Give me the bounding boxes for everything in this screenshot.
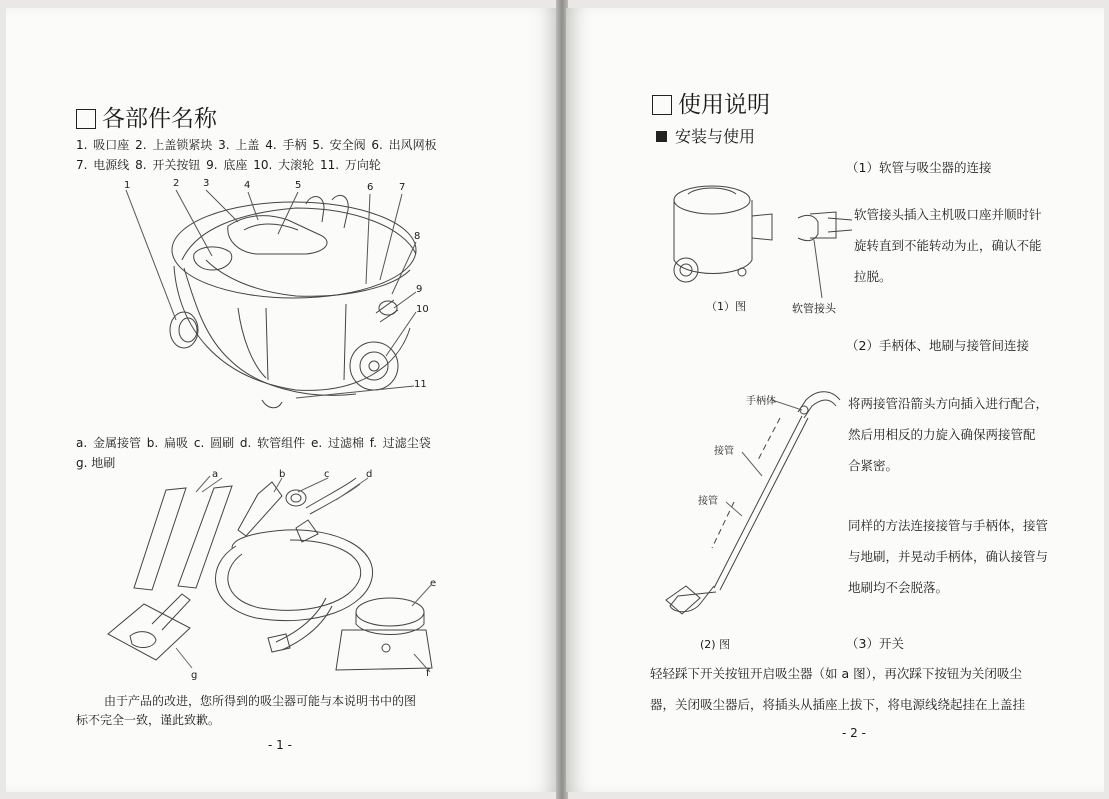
tube-label-1: 接管 [714, 446, 734, 457]
step-1-text: 软管接头插入主机吸口座并顺时针 旋转直到不能转动为止，确认不能 拉脱。 [854, 207, 1042, 284]
parts-list-line-1: 1. 吸口座 2. 上盖锁紧块 3. 上盖 4. 手柄 5. 安全阀 6. 出风网板 [76, 138, 437, 152]
callout-e: e [430, 578, 437, 589]
filter-sponge-drawing [356, 584, 432, 635]
figure-2-caption: (2) 图 [700, 638, 731, 651]
callout-11: 11 [414, 379, 427, 390]
callout-a: a [212, 469, 219, 480]
callout-7: 7 [399, 182, 406, 193]
page-number-right: - 2 - [842, 726, 866, 740]
step-1-title: （1）软管与吸尘器的连接 [846, 160, 992, 175]
step-2-text-b: 同样的方法连接接管与手柄体，接管 与地刷，并晃动手柄体，确认接管与 地刷均不会脱落。 [848, 518, 1049, 595]
usage-title: 使用说明 [652, 86, 770, 119]
callout-5: 5 [295, 180, 302, 191]
parts-list-line-2: 7. 电源线 8. 开关按钮 9. 底座 10. 大滚轮 11. 万向轮 [76, 158, 381, 172]
callout-f: f [426, 668, 430, 679]
callout-1: 1 [124, 180, 131, 191]
hose-assembly-drawing [216, 478, 373, 652]
section-title: 安装与使用 [656, 124, 755, 147]
hose-connector-label: 软管接头 [792, 302, 836, 315]
accessories-list-line-2: g. 地刷 [76, 456, 116, 470]
callout-2: 2 [173, 178, 180, 189]
figure-1-caption: （1）图 [706, 300, 746, 313]
floor-brush-drawing [108, 594, 192, 668]
callout-b: b [279, 469, 286, 480]
callout-c: c [324, 469, 330, 480]
callout-8: 8 [414, 231, 421, 242]
parts-title: 各部件名称 [76, 100, 217, 133]
left-page [6, 8, 558, 792]
metal-tube-drawing [134, 476, 232, 590]
step-3-text: 轻轻踩下开关按钮开启吸尘器（如 a 图），再次踩下按钮为关闭吸尘 器，关闭吸尘器后，将插头从插座上拔下，将电源线绕起挂在上盖挂 [650, 666, 1026, 712]
disclaimer-line-2: 标不完全一致，谨此致歉。 [76, 713, 221, 727]
page-number-left: - 1 - [268, 738, 292, 752]
tube-label-2: 接管 [698, 496, 718, 507]
right-page [566, 8, 1104, 792]
step-3-title: （3）开关 [846, 636, 904, 651]
disclaimer-line-1: 由于产品的改进，您所得到的吸尘器可能与本说明书中的图 [104, 694, 417, 708]
callout-3: 3 [203, 178, 210, 189]
round-brush-drawing [286, 490, 306, 506]
callout-9: 9 [416, 284, 423, 295]
callout-d: d [366, 469, 373, 480]
callout-4: 4 [244, 180, 251, 191]
handle-label: 手柄体 [746, 396, 776, 407]
step-2-title: （2）手柄体、地刷与接管间连接 [846, 338, 1029, 353]
callout-g: g [191, 670, 198, 681]
step-2-text-a: 将两接管沿箭头方向插入进行配合， 然后用相反的力旋入确保两接管配 合紧密。 [848, 396, 1049, 473]
callout-6: 6 [367, 182, 374, 193]
accessories-diagram [6, 8, 558, 792]
callout-10: 10 [416, 304, 429, 315]
accessories-list-line-1: a. 金属接管 b. 扁吸 c. 圆刷 d. 软管组件 e. 过滤棉 f. 过滤尘袋 [76, 436, 431, 450]
filter-bag-drawing [336, 630, 432, 672]
